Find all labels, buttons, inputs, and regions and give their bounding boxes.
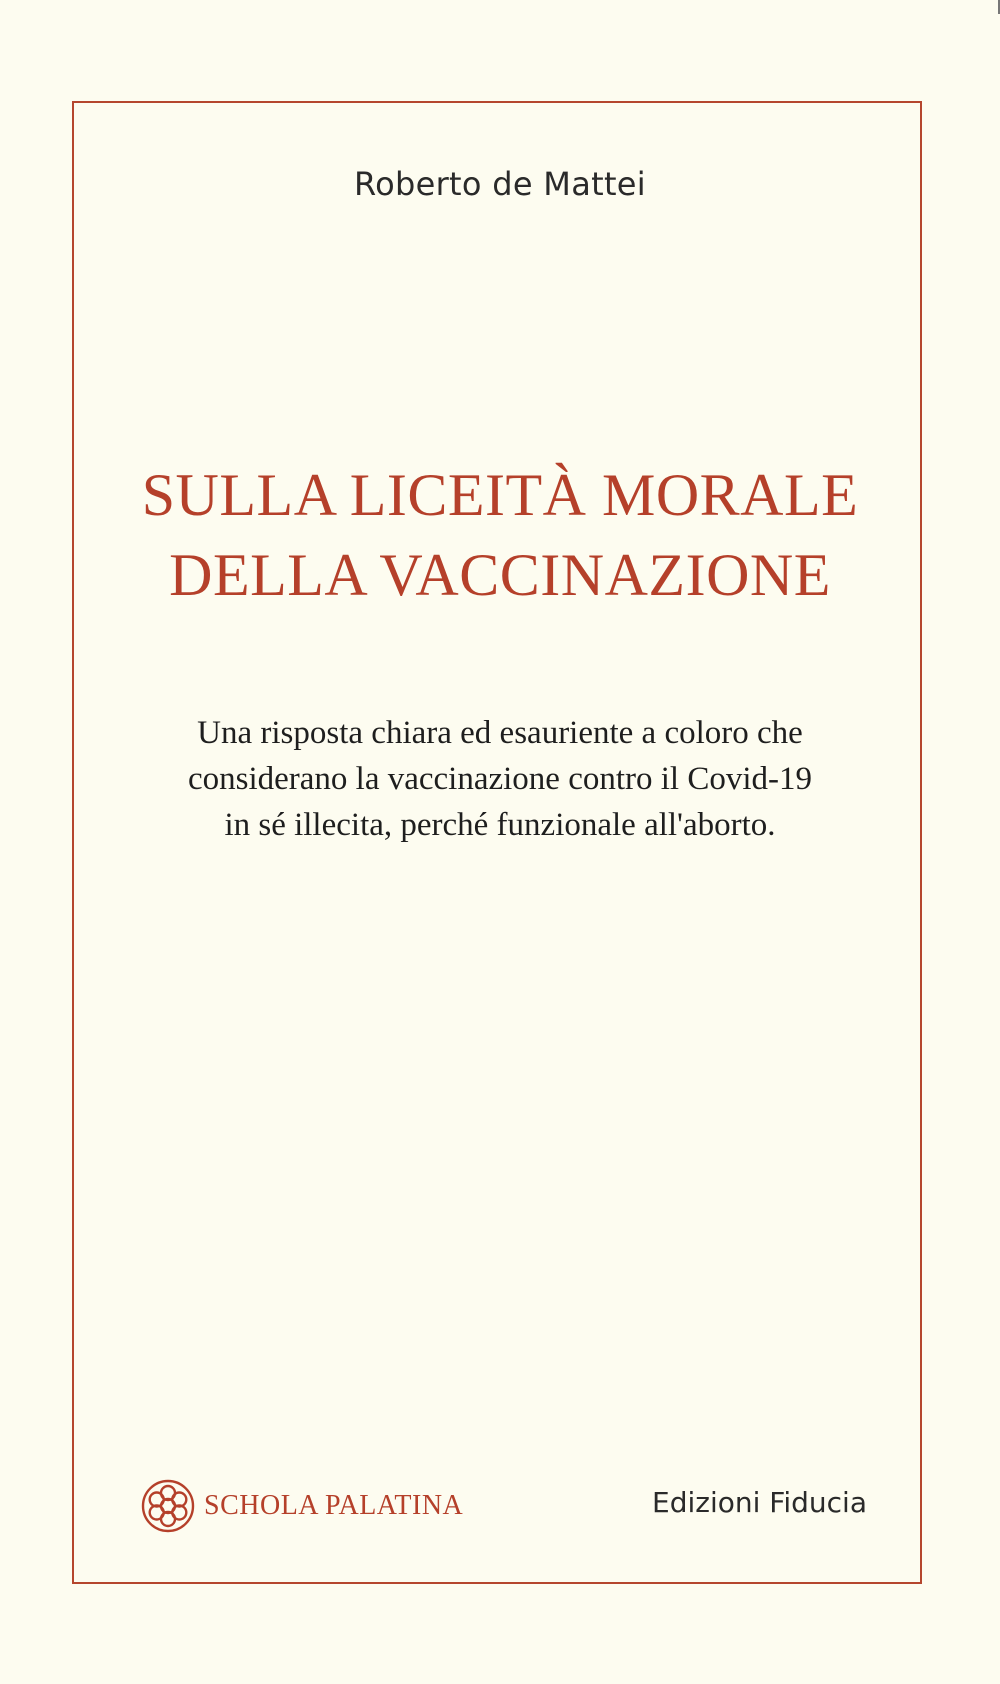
title-line-2: DELLA VACCINAZIONE xyxy=(169,542,831,608)
title-line-1: SULLA LICEITÀ MORALE xyxy=(141,462,859,528)
subtitle-line-3: in sé illecita, perché funzionale all'aborto. xyxy=(224,807,776,843)
series-logo xyxy=(140,1476,463,1536)
rosette-icon xyxy=(140,1478,196,1534)
subtitle-line-1: Una risposta chiara ed esauriente a coloro che xyxy=(197,715,803,751)
subtitle-line-2: considerano la vaccinazione contro il Covid-19 xyxy=(187,761,813,797)
book-title xyxy=(0,455,1000,615)
series-logo-text: SCHOLA PALATINA xyxy=(204,1490,464,1521)
author-name: Roberto de Mattei xyxy=(354,165,646,203)
book-subtitle xyxy=(0,710,1000,848)
publisher-name: Edizioni Fiducia xyxy=(652,1486,867,1519)
